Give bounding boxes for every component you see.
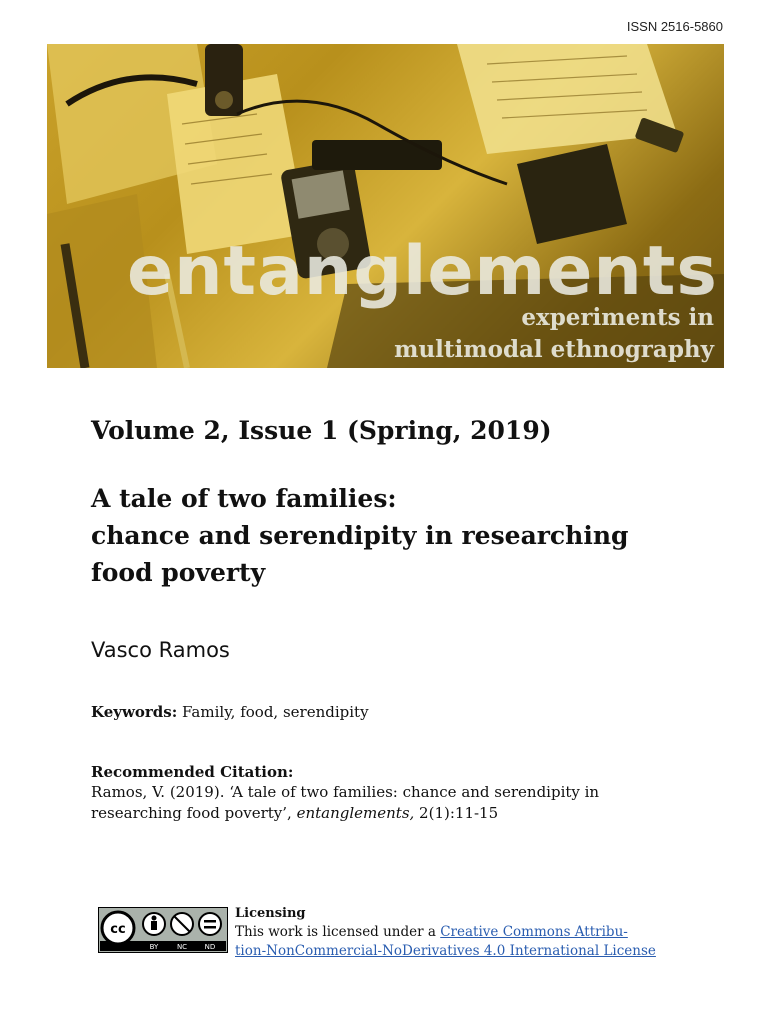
recorder-button — [215, 91, 233, 109]
license-link[interactable]: Creative Commons Attribu- — [440, 924, 628, 940]
cc-text: cc — [110, 922, 126, 937]
cover-banner — [47, 44, 724, 368]
issn-label: ISSN 2516-5860 — [626, 19, 723, 34]
volume-issue: Volume 2, Issue 1 (Spring, 2019) — [91, 416, 552, 445]
cassette-device — [312, 140, 442, 170]
nd-equals-icon — [199, 913, 221, 935]
licensing-heading: Licensing — [235, 906, 306, 921]
citation-part: researching food poverty’, — [91, 804, 297, 822]
person-body — [151, 921, 157, 930]
nd-bar — [204, 920, 216, 923]
citation-text — [91, 782, 651, 824]
licensing-text — [235, 923, 695, 961]
article-title — [91, 480, 629, 591]
nd-label: ND — [204, 943, 216, 951]
citation-line: Ramos, V. (2019). ‘A tale of two families: chance and serendipity in — [91, 783, 600, 801]
citation-heading: Recommended Citation: — [91, 763, 294, 781]
licensing-line — [235, 923, 695, 942]
person-head — [152, 916, 157, 921]
nd-bar — [204, 926, 216, 929]
keywords-label: Keywords: — [91, 703, 178, 721]
keywords-value: Family, food, serendipity — [182, 703, 369, 721]
citation-part: 2(1):11-15 — [414, 804, 499, 822]
cc-license-badge[interactable] — [98, 907, 228, 953]
title-line: chance and serendipity in researching — [91, 521, 629, 550]
citation-journal: entanglements, — [296, 804, 415, 822]
author-name: Vasco Ramos — [91, 638, 230, 662]
title-line: food poverty — [91, 558, 266, 587]
keywords — [91, 703, 369, 721]
banner-subtitle-2: multimodal ethnography — [394, 336, 714, 363]
banner-journal-title: entanglements — [127, 232, 718, 311]
licensing-prefix: This work is licensed under a — [235, 924, 441, 940]
citation-line — [91, 803, 651, 824]
licensing-line — [235, 942, 695, 961]
nc-label: NC — [176, 943, 188, 951]
by-label: BY — [149, 943, 159, 951]
license-link[interactable]: tion-NonCommercial-NoDerivatives 4.0 International License — [235, 943, 656, 959]
title-line: A tale of two families: — [91, 484, 397, 513]
black-case — [517, 144, 627, 244]
banner-subtitle-1: experiments in — [521, 304, 714, 331]
